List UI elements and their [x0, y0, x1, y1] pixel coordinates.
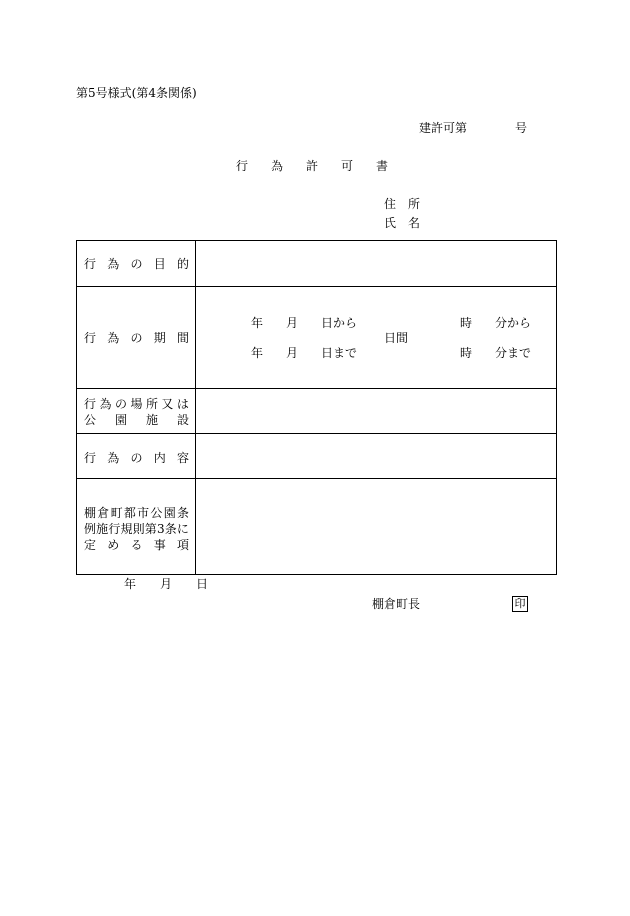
- end-day-label: 日まで: [321, 346, 358, 360]
- location-field[interactable]: [196, 389, 556, 433]
- label-char: 容: [176, 451, 189, 465]
- label-char: 施: [145, 413, 158, 427]
- label-char: 都: [123, 506, 136, 520]
- permit-prefix: 建許可第: [419, 121, 468, 135]
- address-label: [384, 198, 420, 210]
- date-day-label: 日: [196, 577, 209, 591]
- end-hour-label: 時: [460, 346, 473, 360]
- label-char: 規: [120, 522, 133, 536]
- date-month-label: 月: [160, 577, 173, 591]
- end-month-label: 月: [286, 346, 299, 360]
- title-char: 書: [375, 159, 388, 173]
- label-char: 行: [84, 257, 97, 271]
- label-char: 為: [107, 451, 120, 465]
- date-year-label: 年: [124, 577, 137, 591]
- start-day-label: 日から: [321, 316, 358, 330]
- label-char: 又: [161, 397, 174, 411]
- start-hour-label: 時: [460, 316, 473, 330]
- label-char: 条: [164, 522, 177, 536]
- label-char: は: [176, 397, 189, 411]
- title-char: 可: [340, 159, 353, 173]
- name-label: [384, 217, 420, 229]
- label-char: 為: [99, 397, 112, 411]
- label-char: 間: [176, 331, 189, 345]
- end-minute-label: 分まで: [495, 346, 532, 360]
- label-char: の: [130, 257, 143, 271]
- label-char: 為: [107, 257, 120, 271]
- permit-suffix: 号: [515, 121, 528, 135]
- end-year-label: 年: [251, 346, 264, 360]
- permit-form-table: [76, 240, 557, 575]
- start-year-label: 年: [251, 316, 264, 330]
- label-rules: [84, 507, 189, 551]
- name-label-char: 氏: [384, 216, 397, 230]
- label-char: 為: [107, 331, 120, 345]
- label-location-line1: [84, 398, 189, 410]
- label-char: 公: [84, 413, 97, 427]
- label-char: の: [130, 451, 143, 465]
- issuer-label: 棚倉町長: [372, 597, 421, 611]
- label-char: 設: [176, 413, 189, 427]
- label-char: 市: [137, 506, 150, 520]
- label-char: 3: [156, 522, 165, 536]
- start-minute-label: 分から: [495, 316, 532, 330]
- label-rules-line1: [84, 507, 189, 519]
- rules-field[interactable]: [196, 479, 556, 574]
- label-char: 則: [132, 522, 145, 536]
- period-field[interactable]: [196, 287, 556, 388]
- label-char: 町: [110, 506, 123, 520]
- label-char: 的: [176, 257, 189, 271]
- label-content: [84, 452, 189, 464]
- address-label-char: 所: [407, 197, 420, 211]
- label-char: 場: [130, 397, 143, 411]
- label-char: 園: [163, 506, 176, 520]
- label-char: 定: [84, 538, 97, 552]
- title-char: 為: [270, 159, 283, 173]
- duration-days-label: 日間: [384, 331, 409, 345]
- label-char: 行: [108, 522, 121, 536]
- label-location-line2: [84, 414, 189, 426]
- label-char: 棚: [84, 506, 97, 520]
- document-title: [236, 160, 388, 172]
- label-location: [84, 398, 189, 426]
- name-label-char: 名: [407, 216, 420, 230]
- label-char: 施: [96, 522, 109, 536]
- permit-number: [419, 121, 528, 135]
- label-rules-line2: [84, 523, 189, 535]
- label-char: 行: [84, 397, 97, 411]
- label-char: 事: [153, 538, 166, 552]
- label-char: に: [176, 522, 189, 536]
- label-char: 第: [144, 522, 157, 536]
- label-char: 条: [176, 506, 189, 520]
- label-purpose: [84, 258, 189, 270]
- label-char: 例: [84, 522, 97, 536]
- label-rules-line3: [84, 539, 189, 551]
- label-char: 内: [153, 451, 166, 465]
- start-month-label: 月: [286, 316, 299, 330]
- form-number: 第5号様式(第4条関係): [76, 86, 197, 100]
- label-char: の: [130, 331, 143, 345]
- label-char: る: [130, 538, 143, 552]
- label-char: め: [107, 538, 120, 552]
- title-char: 許: [305, 159, 318, 173]
- content-field[interactable]: [196, 434, 556, 478]
- label-char: 項: [176, 538, 189, 552]
- label-char: 行: [84, 331, 97, 345]
- label-char: 期: [153, 331, 166, 345]
- label-char: 所: [145, 397, 158, 411]
- label-char: 目: [153, 257, 166, 271]
- label-char: 公: [150, 506, 163, 520]
- label-char: 倉: [97, 506, 110, 520]
- label-char: 園: [114, 413, 127, 427]
- title-char: 行: [236, 159, 249, 173]
- label-period: [84, 332, 189, 344]
- seal-mark: 印: [512, 596, 528, 612]
- address-label-char: 住: [384, 197, 397, 211]
- label-char: の: [114, 397, 127, 411]
- label-char: 行: [84, 451, 97, 465]
- purpose-field[interactable]: [196, 241, 556, 286]
